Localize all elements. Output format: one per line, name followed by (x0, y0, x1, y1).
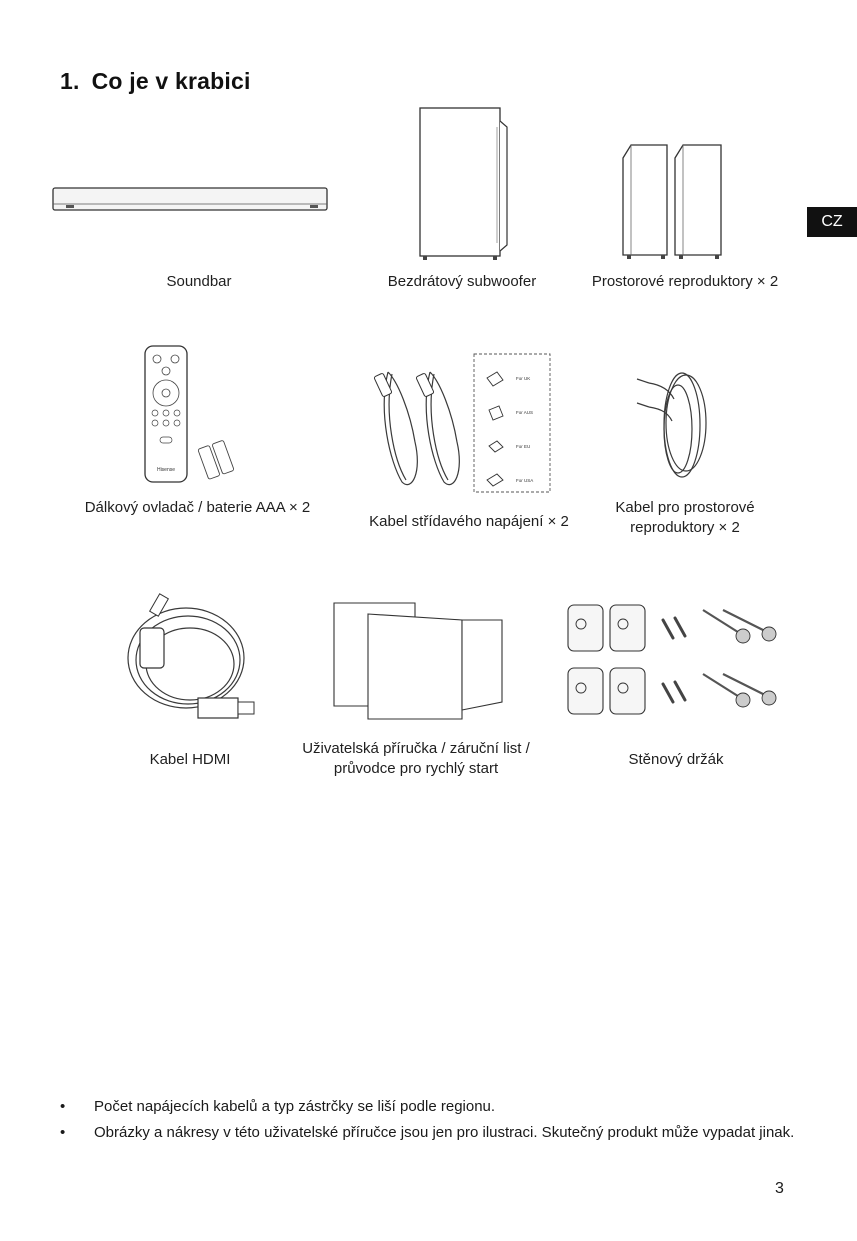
documents-illustration (330, 598, 505, 723)
surround-cable-label-line2: reproduktory × 2 (630, 519, 740, 536)
soundbar-illustration (50, 185, 332, 215)
surround-speaker-cable-illustration (622, 365, 712, 485)
item-label-documents (285, 739, 547, 779)
plug-label-usa: For USA (516, 478, 534, 483)
subwoofer-illustration (415, 103, 515, 263)
plug-types-box (472, 352, 552, 494)
plug-label-eu: For EU (516, 444, 531, 449)
item-label-ac-power-cable: Kabel střídavého napájení × 2 (369, 513, 569, 530)
documents-label-line1: Uživatelská příručka / záruční list / (302, 740, 530, 757)
section-heading (60, 68, 251, 95)
wall-mount-illustration (563, 598, 781, 722)
item-label-wall-mount: Stěnový držák (628, 751, 724, 768)
item-label-remote: Dálkový ovladač / baterie AAA × 2 (84, 499, 311, 516)
note-item (60, 1097, 800, 1117)
section-number: 1. (60, 68, 80, 94)
surround-cable-label-line1: Kabel pro prostorové (615, 499, 755, 516)
note-text: Obrázky a nákresy v této uživatelské příručce jsou jen pro ilustraci. Skutečný produkt může vypadat jinak. (94, 1124, 795, 1141)
surround-speakers-illustration (617, 140, 729, 262)
page-number: 3 (775, 1180, 784, 1197)
item-label-surround-speakers: Prostorové reproduktory × 2 (591, 273, 779, 290)
ac-power-cable-illustration (370, 352, 480, 492)
note-text: Počet napájecích kabelů a typ zástrčky se liší podle regionu. (94, 1098, 496, 1115)
remote-brand: Hisense (156, 467, 176, 473)
plug-label-aus: For AUS (516, 410, 534, 415)
item-label-hdmi-cable: Kabel HDMI (149, 751, 231, 768)
item-label-surround-cable (585, 498, 785, 538)
item-label-subwoofer: Bezdrátový subwoofer (387, 273, 537, 290)
note-item (60, 1123, 800, 1143)
section-title: Co je v krabici (91, 68, 251, 94)
notes-list (60, 1097, 800, 1149)
bullet-icon: • (60, 1124, 66, 1141)
item-label-soundbar: Soundbar (166, 273, 232, 290)
plug-label-uk: For UK (516, 376, 531, 381)
language-tab: CZ (807, 207, 857, 237)
documents-label-line2: průvodce pro rychlý start (333, 760, 499, 777)
remote-control-illustration (140, 343, 245, 488)
bullet-icon: • (60, 1098, 66, 1115)
hdmi-cable-illustration (118, 590, 263, 725)
